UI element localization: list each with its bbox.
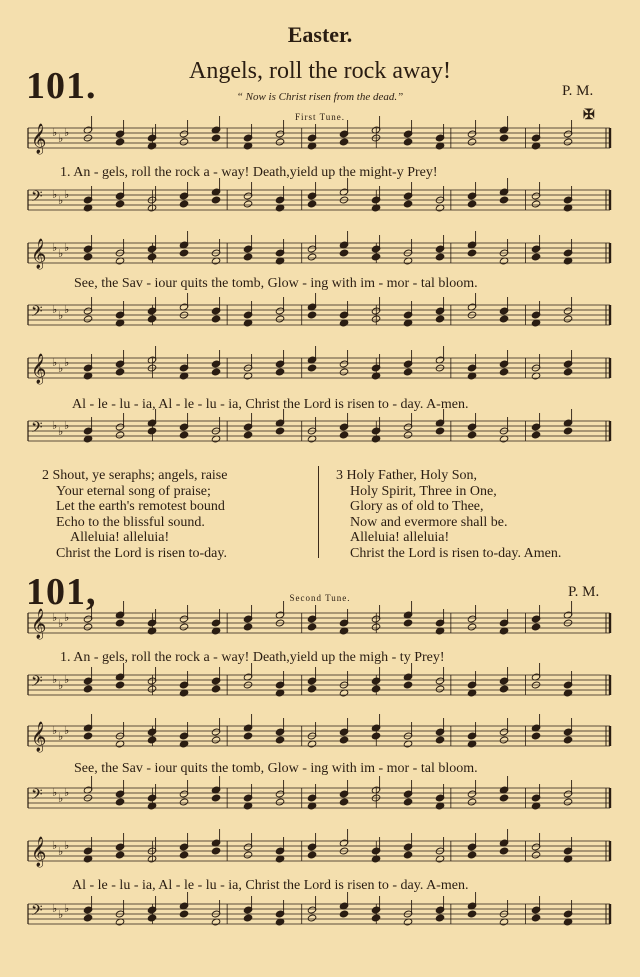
bass-clef-icon: 𝄢 xyxy=(31,786,43,807)
note-head xyxy=(83,685,92,693)
note-head xyxy=(275,798,284,806)
note-head xyxy=(531,851,540,859)
hymn-number: 101. xyxy=(26,65,97,107)
note-head xyxy=(467,851,476,859)
treble-clef-icon: 𝄞 xyxy=(31,837,47,867)
flat-icon: ♭ xyxy=(64,420,70,432)
note-head xyxy=(563,368,572,376)
flat-icon: ♭ xyxy=(64,127,70,139)
note-head xyxy=(499,315,508,323)
note-head xyxy=(531,431,540,439)
flat-icon: ♭ xyxy=(52,189,58,201)
note-head xyxy=(211,794,220,802)
note-head xyxy=(147,253,156,261)
music-staff xyxy=(28,346,610,385)
note-head xyxy=(435,253,444,261)
music-staff xyxy=(28,714,610,753)
note-head xyxy=(307,851,316,859)
flat-icon: ♭ xyxy=(64,725,70,737)
flat-icon: ♭ xyxy=(58,195,64,207)
note-head xyxy=(243,253,252,261)
bass-clef-icon: 𝄢 xyxy=(31,188,43,209)
note-head xyxy=(275,138,284,146)
note-head xyxy=(339,798,348,806)
note-head xyxy=(467,431,476,439)
note-head xyxy=(435,427,444,435)
note-head xyxy=(179,798,188,806)
note-head xyxy=(307,623,316,631)
flat-icon: ♭ xyxy=(64,304,70,316)
note-head xyxy=(339,910,348,918)
flat-icon: ♭ xyxy=(64,674,70,686)
note-head xyxy=(499,134,508,142)
flat-icon: ♭ xyxy=(64,840,70,852)
note-head xyxy=(403,851,412,859)
note-head xyxy=(211,736,220,744)
note-head xyxy=(147,685,156,693)
flat-icon: ♭ xyxy=(64,242,70,254)
tune-label: Second Tune. xyxy=(289,593,351,603)
flat-icon: ♭ xyxy=(58,846,64,858)
note-head xyxy=(211,685,220,693)
bass-clef-icon: 𝄢 xyxy=(31,419,43,440)
note-head xyxy=(115,138,124,146)
verse-line: Holy Spirit, Three in One, xyxy=(350,483,497,499)
lyric-line: Al - le - lu - ia, Al - le - lu - ia, Christ the Lord is risen to - day. A-men. xyxy=(72,878,469,893)
music-staff xyxy=(28,231,610,270)
note-head xyxy=(179,851,188,859)
note-head xyxy=(531,623,540,631)
note-head xyxy=(403,138,412,146)
note-head xyxy=(435,315,444,323)
bass-clef-icon: 𝄢 xyxy=(31,902,43,923)
note-head xyxy=(115,619,124,627)
note-head xyxy=(435,914,444,922)
flat-icon: ♭ xyxy=(52,903,58,915)
treble-clef-icon: 𝄞 xyxy=(31,239,47,269)
flat-icon: ♭ xyxy=(52,420,58,432)
lyric-line: 1. An - gels, roll the rock a - way! Death,yield up the might-y Prey! xyxy=(60,165,438,180)
bass-clef-icon: 𝄢 xyxy=(31,303,43,324)
treble-clef-icon: 𝄞 xyxy=(31,609,47,639)
music-staff xyxy=(28,892,610,926)
flat-icon: ♭ xyxy=(58,909,64,921)
flat-icon: ♭ xyxy=(52,127,58,139)
note-head xyxy=(563,427,572,435)
note-head xyxy=(499,368,508,376)
flat-icon: ♭ xyxy=(58,133,64,145)
note-head xyxy=(115,851,124,859)
flat-icon: ♭ xyxy=(58,731,64,743)
note-head xyxy=(563,736,572,744)
verse-2 xyxy=(42,468,227,562)
note-head xyxy=(403,200,412,208)
flat-icon: ♭ xyxy=(52,787,58,799)
note-head xyxy=(371,732,380,740)
hymn-title: Angels, roll the rock away! xyxy=(189,58,451,84)
note-head xyxy=(275,315,284,323)
note-head xyxy=(243,623,252,631)
note-head xyxy=(339,249,348,257)
flat-icon: ♭ xyxy=(52,612,58,624)
note-head xyxy=(371,253,380,261)
flat-icon: ♭ xyxy=(64,189,70,201)
note-head xyxy=(147,427,156,435)
note-head xyxy=(275,427,284,435)
note-head xyxy=(147,315,156,323)
note-head xyxy=(563,138,572,146)
note-head xyxy=(499,196,508,204)
flat-icon: ♭ xyxy=(52,304,58,316)
flat-icon: ♭ xyxy=(52,674,58,686)
note-head xyxy=(115,431,124,439)
note-head xyxy=(531,732,540,740)
note-head xyxy=(307,311,316,319)
treble-clef-icon: 𝄞 xyxy=(31,354,47,384)
note-head xyxy=(307,914,316,922)
cross-icon: ✠ xyxy=(583,108,595,123)
music-staff xyxy=(28,293,610,327)
note-head xyxy=(83,253,92,261)
verse-line: 3 Holy Father, Holy Son, xyxy=(336,468,477,483)
verse-line: Glory as of old to Thee, xyxy=(350,499,484,515)
music-staff xyxy=(28,776,610,810)
note-head xyxy=(531,253,540,261)
music-staff xyxy=(28,601,610,640)
note-head xyxy=(467,798,476,806)
note-head xyxy=(563,798,572,806)
note-head xyxy=(211,196,220,204)
note-head xyxy=(243,851,252,859)
note-head xyxy=(147,736,156,744)
flat-icon: ♭ xyxy=(64,903,70,915)
note-head xyxy=(115,681,124,689)
note-head xyxy=(83,623,92,631)
note-head xyxy=(339,138,348,146)
flat-icon: ♭ xyxy=(58,793,64,805)
note-head xyxy=(403,368,412,376)
note-head xyxy=(243,200,252,208)
note-head xyxy=(339,368,348,376)
verse-line: Christ the Lord is risen to-day. Amen. xyxy=(350,545,562,561)
meter-label: P. M. xyxy=(568,584,600,600)
flat-icon: ♭ xyxy=(52,725,58,737)
note-head xyxy=(179,249,188,257)
note-head xyxy=(307,685,316,693)
note-head xyxy=(435,736,444,744)
note-head xyxy=(83,914,92,922)
lyric-line: 1. An - gels, roll the rock a - way! Death,yield up the migh - ty Prey! xyxy=(60,650,445,665)
note-head xyxy=(275,736,284,744)
flat-icon: ♭ xyxy=(52,242,58,254)
lyric-line: See, the Sav - iour quits the tomb, Glow - ing with im - mor - tal bloom. xyxy=(74,276,478,291)
flat-icon: ♭ xyxy=(58,680,64,692)
note-head xyxy=(531,200,540,208)
flat-icon: ♭ xyxy=(64,787,70,799)
flat-icon: ♭ xyxy=(58,248,64,260)
note-head xyxy=(179,200,188,208)
note-head xyxy=(467,249,476,257)
verse-line: Now and evermore shall be. xyxy=(350,514,508,530)
music-staff xyxy=(28,829,610,868)
verse-line: 2 Shout, ye seraphs; angels, raise xyxy=(42,468,228,483)
treble-clef-icon: 𝄞 xyxy=(31,722,47,752)
note-head xyxy=(179,138,188,146)
lyric-line: See, the Sav - iour quits the tomb, Glow - ing with im - mor - tal bloom. xyxy=(74,761,478,776)
verse-line: Christ the Lord is risen to-day. xyxy=(56,545,227,561)
music-staff xyxy=(28,116,610,155)
verse-divider xyxy=(318,466,319,558)
note-head xyxy=(371,685,380,693)
note-head xyxy=(243,732,252,740)
note-head xyxy=(211,847,220,855)
note-head xyxy=(115,200,124,208)
note-head xyxy=(211,368,220,376)
note-head xyxy=(115,798,124,806)
note-head xyxy=(499,685,508,693)
treble-clef-icon: 𝄞 xyxy=(31,124,47,154)
flat-icon: ♭ xyxy=(58,618,64,630)
verse-line: Let the earth's remotest bound xyxy=(56,499,225,515)
note-head xyxy=(339,431,348,439)
note-head xyxy=(403,619,412,627)
verse-line: Alleluia! alleluia! xyxy=(350,530,450,546)
verse-line: Your eternal song of praise; xyxy=(56,483,211,499)
tune-label: First Tune. xyxy=(294,112,346,122)
note-head xyxy=(147,914,156,922)
meter-label: P. M. xyxy=(562,83,594,99)
note-head xyxy=(339,736,348,744)
note-head xyxy=(403,798,412,806)
note-head xyxy=(371,914,380,922)
note-head xyxy=(307,200,316,208)
note-head xyxy=(179,910,188,918)
note-head xyxy=(179,431,188,439)
note-head xyxy=(115,368,124,376)
note-head xyxy=(211,315,220,323)
note-head xyxy=(467,138,476,146)
verse-line: Alleluia! alleluia! xyxy=(70,530,170,546)
note-head xyxy=(211,134,220,142)
flat-icon: ♭ xyxy=(64,612,70,624)
music-staff xyxy=(28,663,610,697)
note-head xyxy=(403,681,412,689)
music-staff xyxy=(28,178,610,212)
note-head xyxy=(243,914,252,922)
note-head xyxy=(499,794,508,802)
bass-clef-icon: 𝄢 xyxy=(31,673,43,694)
note-head xyxy=(83,315,92,323)
note-head xyxy=(467,200,476,208)
flat-icon: ♭ xyxy=(58,310,64,322)
page-title: Easter. xyxy=(287,22,353,47)
note-head xyxy=(467,623,476,631)
flat-icon: ♭ xyxy=(58,426,64,438)
note-head xyxy=(563,315,572,323)
note-head xyxy=(83,732,92,740)
note-head xyxy=(403,431,412,439)
verse-3 xyxy=(336,468,561,562)
note-head xyxy=(307,364,316,372)
note-head xyxy=(467,910,476,918)
flat-icon: ♭ xyxy=(64,357,70,369)
flat-icon: ♭ xyxy=(52,357,58,369)
note-head xyxy=(307,253,316,261)
note-head xyxy=(435,685,444,693)
flat-icon: ♭ xyxy=(58,363,64,375)
note-head xyxy=(499,847,508,855)
lyric-line: Al - le - lu - ia, Al - le - lu - ia, Christ the Lord is risen to - day. A-men. xyxy=(72,397,469,412)
note-head xyxy=(275,368,284,376)
note-head xyxy=(499,736,508,744)
music-staff xyxy=(28,409,610,443)
note-head xyxy=(531,914,540,922)
verse-line: Echo to the blissful sound. xyxy=(56,514,205,530)
hymn-number: 101, xyxy=(26,571,97,613)
epigraph: “ Now is Christ risen from the dead.” xyxy=(236,91,404,103)
flat-icon: ♭ xyxy=(52,840,58,852)
note-head xyxy=(179,623,188,631)
note-head xyxy=(243,431,252,439)
